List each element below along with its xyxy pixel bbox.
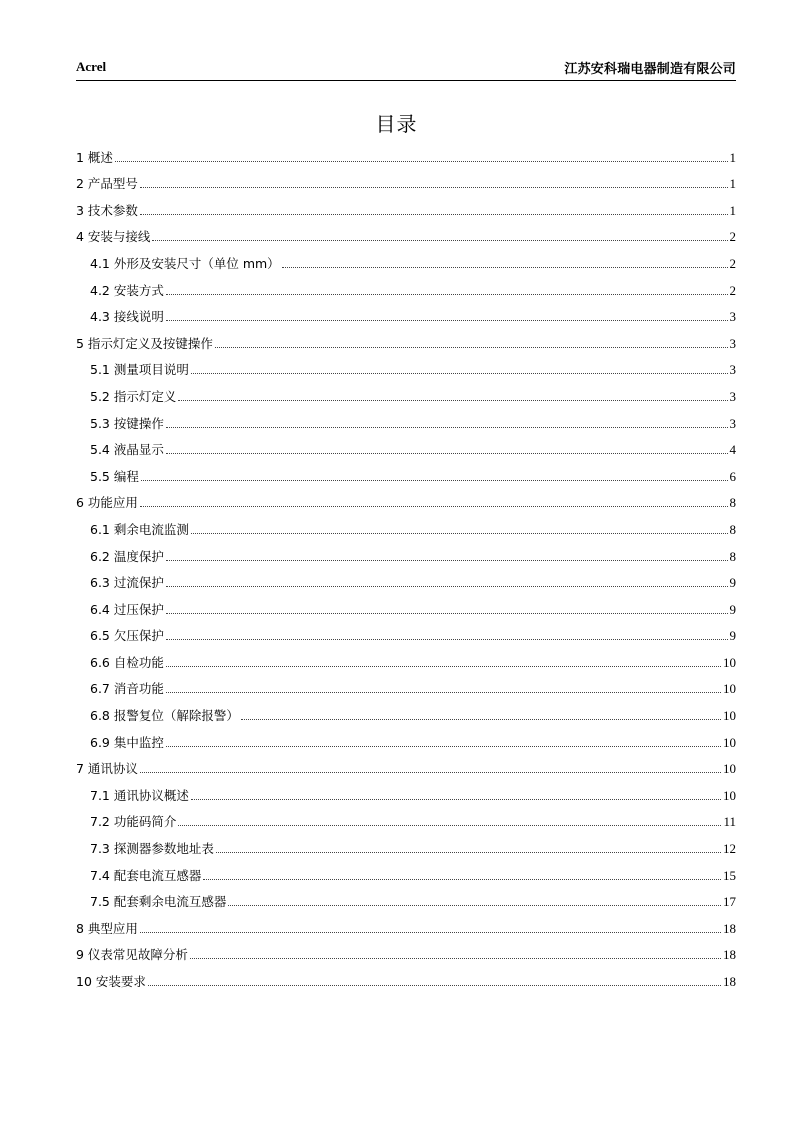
toc-entry-label: 6.3 过流保护 (90, 575, 164, 591)
toc-dot-leader (178, 825, 721, 826)
toc-entry[interactable] (76, 141, 736, 168)
toc-entry-page: 2 (729, 282, 736, 298)
toc-entry[interactable] (76, 567, 736, 594)
toc-entry[interactable] (76, 753, 736, 780)
toc-entry-label: 1 概述 (76, 149, 113, 165)
toc-entry[interactable] (76, 434, 736, 461)
toc-entry[interactable] (76, 513, 736, 540)
toc-entry[interactable] (76, 939, 736, 966)
toc-entry-label: 6 功能应用 (76, 495, 138, 511)
toc-dot-leader (241, 719, 721, 720)
toc-dot-leader (203, 879, 721, 880)
toc-entry[interactable] (76, 620, 736, 647)
toc-entry-page: 1 (729, 176, 736, 192)
toc-entry[interactable] (76, 247, 736, 274)
toc-entry-label: 6.5 欠压保护 (90, 628, 164, 644)
toc-entry[interactable] (76, 912, 736, 939)
toc-entry-label: 5.3 按键操作 (90, 415, 164, 431)
toc-entry-page: 10 (723, 761, 736, 777)
toc-entry[interactable] (76, 593, 736, 620)
toc-entry[interactable] (76, 806, 736, 833)
toc-entry-page: 11 (723, 814, 736, 830)
toc-entry-label: 5.4 液晶显示 (90, 442, 164, 458)
toc-dot-leader (282, 267, 728, 268)
toc-dot-leader (191, 533, 728, 534)
toc-entry-page: 17 (723, 894, 736, 910)
toc-entry-label: 6.2 温度保护 (90, 548, 164, 564)
toc-entry-label: 8 典型应用 (76, 920, 138, 936)
toc-entry-page: 9 (729, 575, 736, 591)
toc-entry[interactable] (76, 354, 736, 381)
toc-entry[interactable] (76, 673, 736, 700)
toc-entry-page: 4 (729, 442, 736, 458)
toc-entry-label: 5.1 测量项目说明 (90, 362, 189, 378)
toc-dot-leader (166, 427, 728, 428)
toc-entry-page: 1 (729, 202, 736, 218)
toc-entry[interactable] (76, 540, 736, 567)
toc-dot-leader (152, 240, 727, 241)
toc-entry-label: 6.9 集中监控 (90, 734, 164, 750)
toc-entry-page: 18 (723, 947, 736, 963)
toc-entry[interactable] (76, 194, 736, 221)
toc-entry-label: 7.3 探测器参数地址表 (90, 841, 214, 857)
toc-dot-leader (166, 320, 728, 321)
toc-entry[interactable] (76, 221, 736, 248)
toc-entry[interactable] (76, 699, 736, 726)
toc-entry-page: 8 (729, 495, 736, 511)
toc-entry-label: 4.2 安装方式 (90, 282, 164, 298)
toc-entry-page: 1 (729, 149, 736, 165)
toc-dot-leader (190, 958, 721, 959)
toc-entry-label: 7.1 通讯协议概述 (90, 787, 189, 803)
toc-entry[interactable] (76, 380, 736, 407)
toc-entry-page: 3 (729, 415, 736, 431)
toc-entry[interactable] (76, 327, 736, 354)
toc-entry-page: 3 (729, 335, 736, 351)
toc-entry[interactable] (76, 832, 736, 859)
toc-entry[interactable] (76, 274, 736, 301)
toc-entry-label: 10 安装要求 (76, 974, 146, 989)
toc-entry-label: 5.2 指示灯定义 (90, 388, 177, 404)
toc-dot-leader (148, 985, 721, 986)
toc-dot-leader (140, 187, 728, 188)
toc-dot-leader (115, 161, 728, 162)
toc-entry[interactable] (76, 646, 736, 673)
toc-entry-label: 6.1 剩余电流监测 (90, 521, 189, 537)
toc-entry-page: 3 (729, 309, 736, 325)
toc-entry-label: 4.3 接线说明 (90, 309, 164, 325)
toc-dot-leader (166, 692, 721, 693)
page-title: 目录 (375, 112, 418, 136)
toc-dot-leader (141, 480, 728, 481)
toc-dot-leader (191, 373, 728, 374)
toc-entry-page: 10 (723, 787, 736, 803)
brand-name: Acrel (76, 59, 107, 74)
toc-entry-page: 3 (729, 388, 736, 404)
toc-dot-leader (166, 560, 728, 561)
toc-entry-label: 5 指示灯定义及按键操作 (76, 335, 213, 351)
toc-entry-label: 7.5 配套剩余电流互感器 (90, 894, 227, 910)
toc-dot-leader (140, 214, 728, 215)
toc-entry-page: 10 (723, 734, 736, 750)
toc-entry[interactable] (76, 460, 736, 487)
page-header (76, 58, 736, 81)
toc-dot-leader (140, 932, 721, 933)
toc-entry-page: 9 (729, 628, 736, 644)
toc-entry-label: 9 仪表常见故障分析 (76, 947, 188, 963)
toc-entry-label: 7 通讯协议 (76, 761, 138, 777)
toc-entry[interactable] (76, 886, 736, 913)
toc-dot-leader (216, 852, 721, 853)
toc-dot-leader (215, 347, 728, 348)
toc-dot-leader (140, 772, 721, 773)
toc-entry-page: 2 (729, 229, 736, 245)
toc-dot-leader (166, 294, 728, 295)
toc-dot-leader (166, 639, 728, 640)
toc-entry-label: 6.7 消音功能 (90, 681, 164, 697)
toc-entry[interactable] (76, 965, 736, 992)
toc-entry-label: 4 安装与接线 (76, 229, 151, 245)
company-name: 江苏安科瑞电器制造有限公司 (564, 62, 736, 77)
table-of-contents (76, 141, 736, 992)
toc-entry-page: 9 (729, 601, 736, 617)
toc-dot-leader (166, 613, 728, 614)
toc-entry[interactable] (76, 726, 736, 753)
toc-entry-page: 8 (729, 548, 736, 564)
toc-entry[interactable] (76, 301, 736, 328)
toc-entry-label: 6.6 自检功能 (90, 654, 164, 670)
toc-entry-page: 3 (729, 362, 736, 378)
toc-entry-label: 2 产品型号 (76, 176, 138, 192)
toc-dot-leader (166, 453, 728, 454)
toc-entry-label: 4.1 外形及安装尺寸（单位 mm） (90, 255, 280, 271)
toc-entry-page: 10 (723, 654, 736, 670)
toc-entry-page: 18 (723, 920, 736, 936)
toc-dot-leader (228, 905, 721, 906)
toc-entry[interactable] (76, 407, 736, 434)
toc-dot-leader (191, 799, 721, 800)
toc-entry-label: 6.8 报警复位（解除报警） (90, 708, 239, 724)
toc-entry-label: 7.4 配套电流互感器 (90, 867, 202, 883)
toc-dot-leader (166, 666, 721, 667)
toc-entry-page: 8 (729, 521, 736, 537)
toc-entry-label: 3 技术参数 (76, 202, 138, 218)
toc-entry-page: 15 (723, 867, 736, 883)
toc-dot-leader (166, 586, 728, 587)
toc-entry-page: 18 (723, 974, 736, 989)
toc-entry[interactable] (76, 487, 736, 514)
toc-entry-page: 6 (729, 468, 736, 484)
toc-entry-page: 10 (723, 708, 736, 724)
toc-dot-leader (166, 746, 721, 747)
toc-dot-leader (178, 400, 727, 401)
toc-dot-leader (140, 506, 728, 507)
toc-entry-label: 6.4 过压保护 (90, 601, 164, 617)
toc-entry[interactable] (76, 779, 736, 806)
toc-entry[interactable] (76, 168, 736, 195)
toc-entry-page: 12 (723, 841, 736, 857)
toc-entry-label: 7.2 功能码简介 (90, 814, 177, 830)
toc-entry[interactable] (76, 859, 736, 886)
toc-entry-label: 5.5 编程 (90, 468, 139, 484)
toc-entry-page: 10 (723, 681, 736, 697)
toc-entry-page: 2 (729, 255, 736, 271)
